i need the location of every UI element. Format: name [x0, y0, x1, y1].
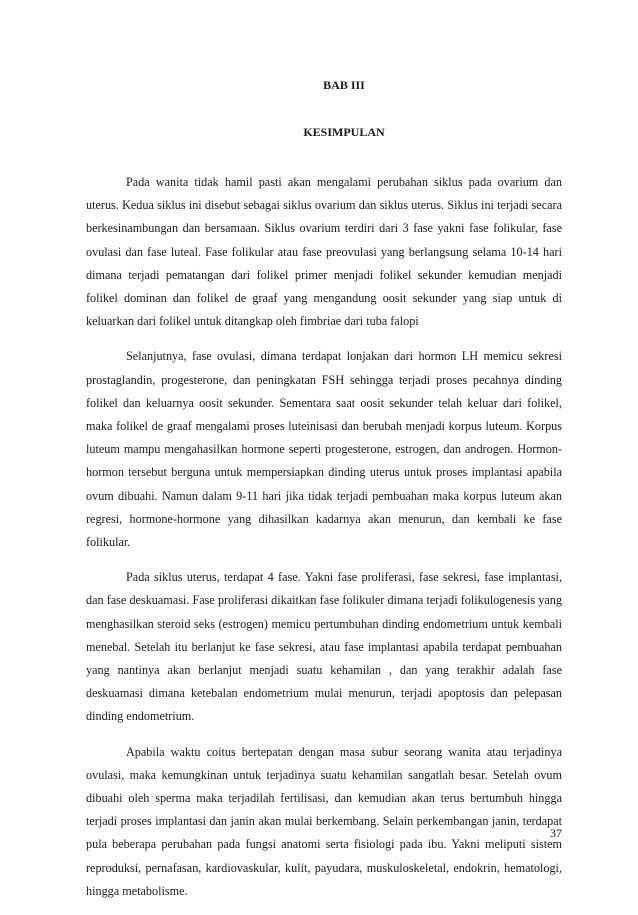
chapter-title: KESIMPULAN	[303, 125, 385, 139]
paragraph-3: Pada siklus uterus, terdapat 4 fase. Yakni fase proliferasi, fase sekresi, fase implantasi, dan fase deskuamasi. Fase proliferasi dikaitkan fase folikuler dimana terjadi folikulogenesis yang menghasilkan steroid seks (estrogen) memicu pertumbuhan dinding endometrium untuk kembali menebal. Setelah itu berlanjut ke fase sekresi, atau fase implantasi apabila terdapat pembuahan yang nantinya akan berlanjut menjadi suatu kehamilan , dan yang terakhir adalah fase deskuamasi dimana ketebalan endometrium mulai menurun, terjadi apoptosis dan pelepasan dinding endometrium.	[86, 570, 562, 724]
chapter-heading: BAB III	[323, 78, 365, 92]
body-text	[86, 171, 562, 915]
page-number: 37	[550, 826, 562, 840]
paragraph-2: Selanjutnya, fase ovulasi, dimana terdapat lonjakan dari hormon LH memicu sekresi prostaglandin, progesterone, dan peningkatan FSH sehingga terjadi proses pecahnya dinding folikel dan keluarnya oosit sekunder. Sementara saat oosit sekunder telah keluar dari folikel, maka folikel de graaf mengalami proses luteinisasi dan berubah menjadi korpus luteum. Korpus luteum mampu mengahasilkan hormone seperti progesterone, estrogen, dan androgen. Hormon-hormon tersebut berguna untuk mempersiapkan dinding uterus untuk proses implantasi apabila ovum dibuahi. Namun dalam 9-11 hari jika tidak terjadi pembuahan maka korpus luteum akan regresi, hormone-hormone yang dihasilkan kadarnya akan menurun, dan kembali ke fase folikular.	[86, 349, 562, 550]
paragraph-4: Apabila waktu coitus bertepatan dengan masa subur seorang wanita atau terjadinya ovulasi, maka kemungkinan untuk terjadinya suatu kehamilan sangatlah besar. Setelah ovum dibuahi oleh sperma maka terjadilah fertilisasi, dan kemudian akan terus bertumbuh hingga terjadi proses implantasi dan janin akan mulai berkembang. Selain perkembangan janin, terdapat pula beberapa perubahan pada fungsi anatomi serta fisiologi pada ibu. Yakni meliputi sistem reproduksi, pernafasan, kardiovaskular, kulit, payudara, muskuloskeletal, endokrin, hematologi, hingga metabolisme.	[86, 744, 562, 898]
paragraph-1: Pada wanita tidak hamil pasti akan mengalami perubahan siklus pada ovarium dan uterus. Kedua siklus ini disebut sebagai siklus ovarium dan siklus uterus. Siklus ini terjadi secara berkesinambungan dan bersamaan. Siklus ovarium terdiri dari 3 fase yakni fase folikular, fase ovulasi dan fase luteal. Fase folikular atau fase preovulasi yang berlangsung selama 10-14 hari dimana terjadi pematangan dari folikel primer menjadi folikel sekunder kemudian menjadi folikel dominan dan folikel de graaf yang mengandung oosit sekunder yang siap untuk di keluarkan dari folikel untuk ditangkap oleh fimbriae dari tuba falopi	[86, 175, 562, 329]
